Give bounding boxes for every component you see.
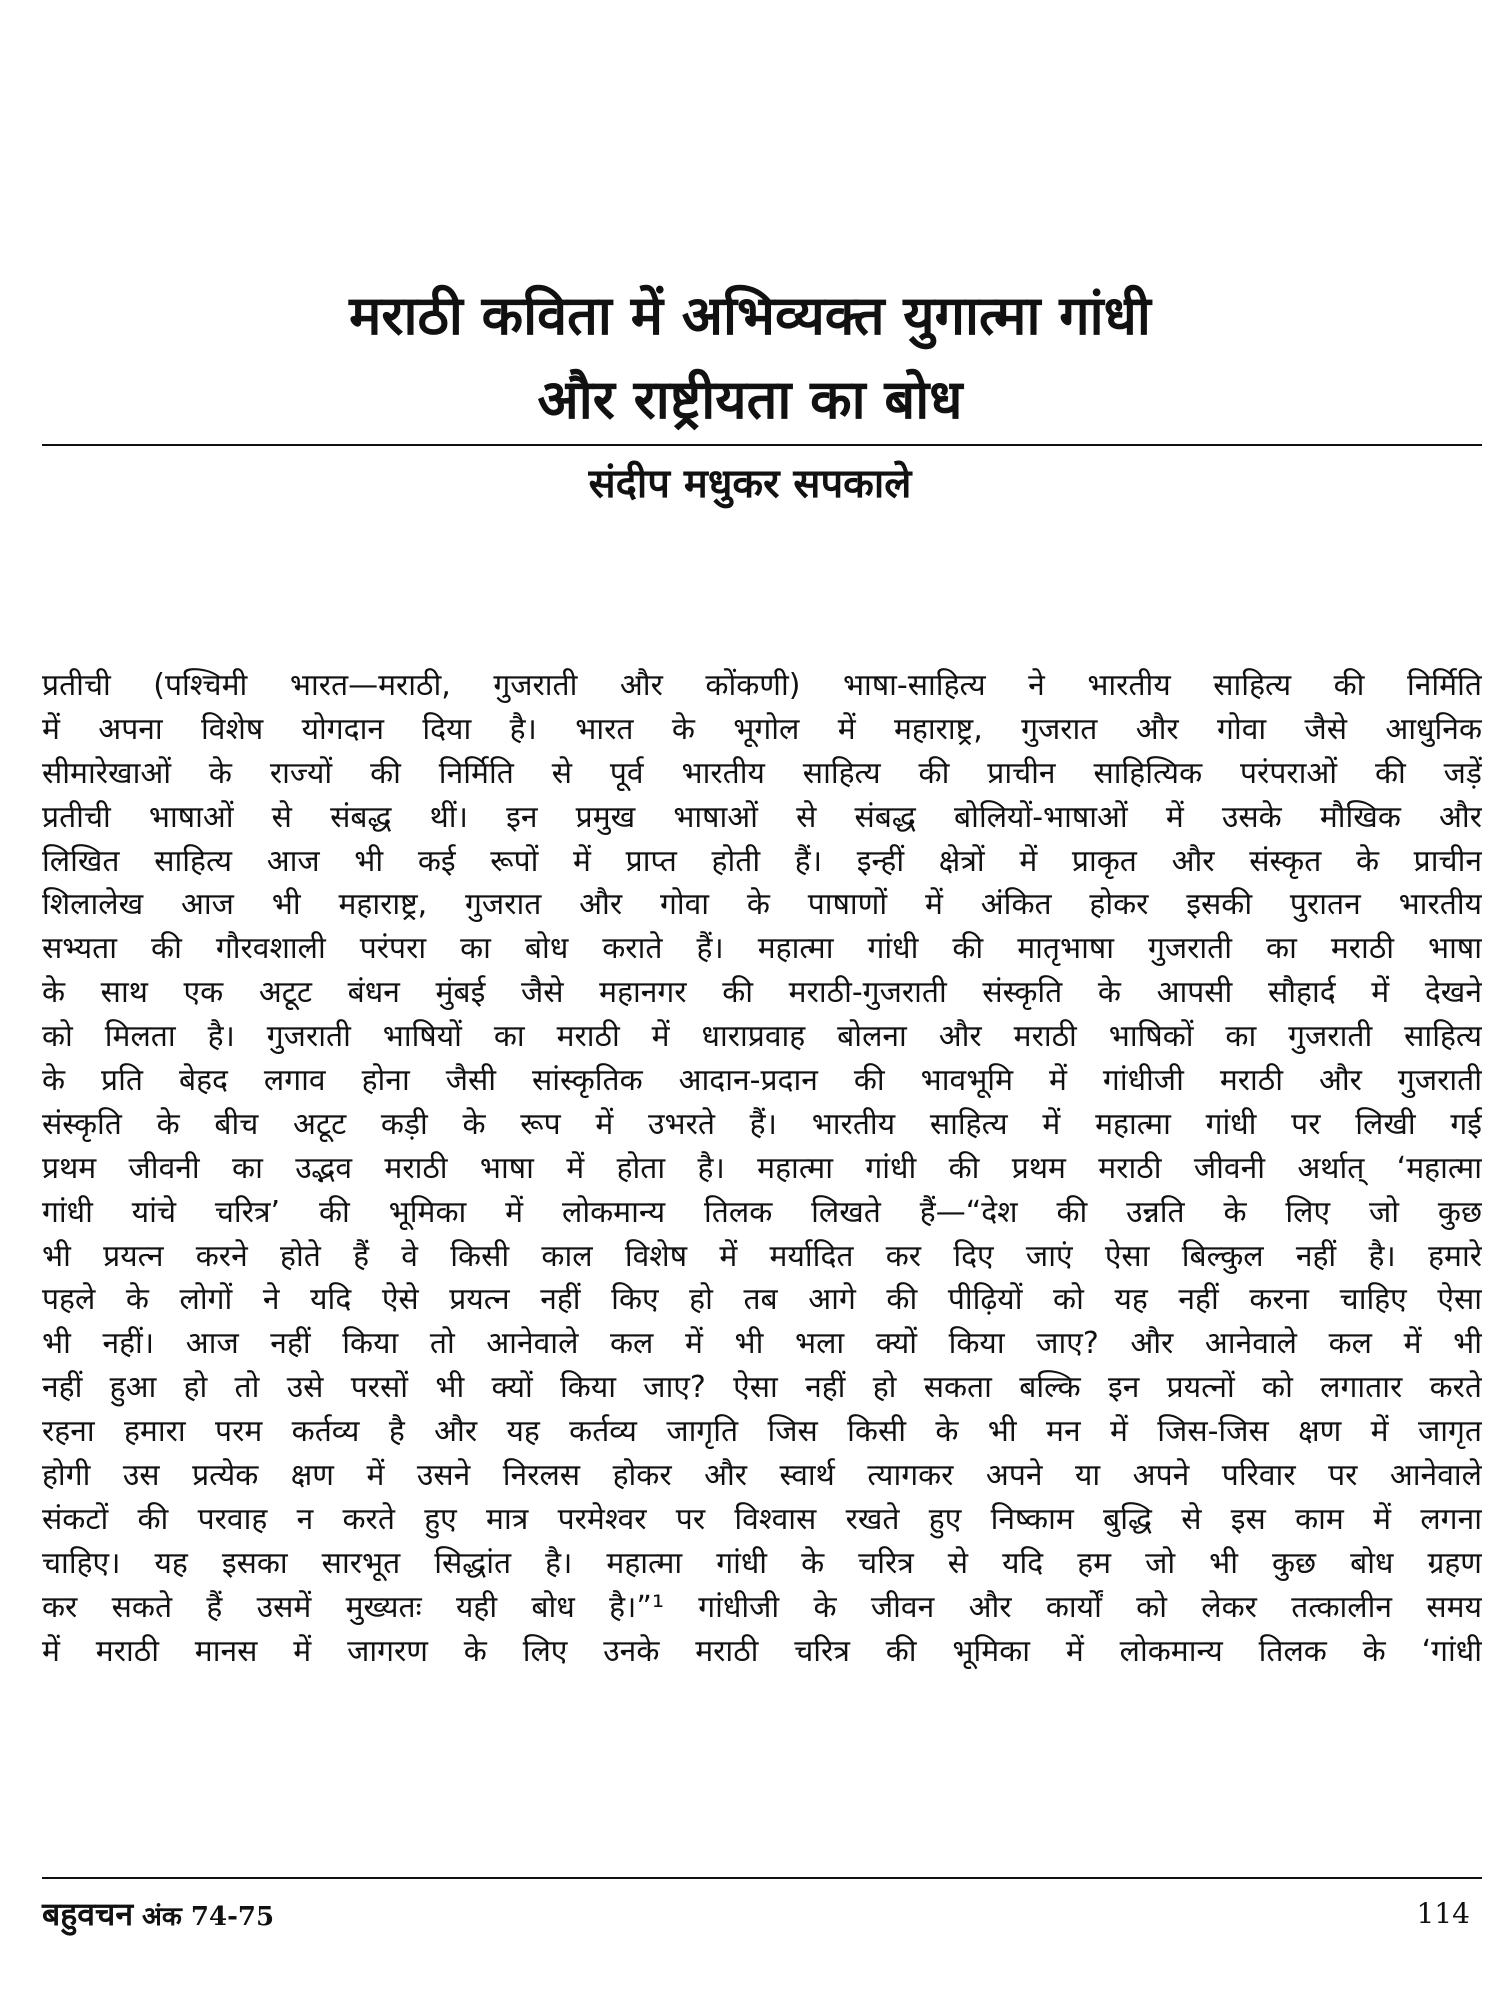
footer-divider xyxy=(42,1877,1482,1879)
journal-name: बहुवचन xyxy=(42,1895,134,1933)
title-divider xyxy=(42,444,1482,446)
body-line: सीमारेखाओं के राज्यों की निर्मिति से पूर्व भारतीय साहित्य की प्राचीन साहित्यिक परंपराओं की जड़ें xyxy=(42,755,1482,791)
body-line: भी नहीं। आज नहीं किया तो आनेवाले कल में भी भला क्यों किया जाए? और आनेवाले कल में भी xyxy=(42,1326,1482,1362)
body-line: में अपना विशेष योगदान दिया है। भारत के भूगोल में महाराष्ट्र, गुजरात और गोवा जैसे आधुनिक xyxy=(42,711,1482,747)
article-title-line-2: और राष्ट्रीयता का बोध xyxy=(537,368,963,431)
body-line: में मराठी मानस में जागरण के लिए उनके मराठी चरित्र की भूमिका में लोकमान्य तिलक के ‘गांधी xyxy=(42,1633,1482,1669)
body-line: प्रथम जीवनी का उद्भव मराठी भाषा में होता है। महात्मा गांधी की प्रथम मराठी जीवनी अर्थात् ‘महात्मा xyxy=(42,1150,1482,1186)
page-number: 114 xyxy=(1416,1897,1470,1930)
article-body xyxy=(42,664,1482,1673)
body-line: रहना हमारा परम कर्तव्य है और यह कर्तव्य जागृति जिस किसी के भी मन में जिस-जिस क्षण में जागृत xyxy=(42,1414,1482,1450)
body-line: होगी उस प्रत्येक क्षण में उसने निरलस होकर और स्वार्थ त्यागकर अपने या अपने परिवार पर आनेवाले xyxy=(42,1458,1482,1494)
body-line: के साथ एक अटूट बंधन मुंबई जैसे महानगर की मराठी-गुजराती संस्कृति के आपसी सौहार्द में देखने xyxy=(42,975,1482,1011)
body-line: चाहिए। यह इसका सारभूत सिद्धांत है। महात्मा गांधी के चरित्र से यदि हम जो भी कुछ बोध ग्रहण xyxy=(42,1545,1482,1581)
body-line: सभ्यता की गौरवशाली परंपरा का बोध कराते हैं। महात्मा गांधी की मातृभाषा गुजराती का मराठी भाषा xyxy=(42,931,1482,967)
body-line: नहीं हुआ हो तो उसे परसों भी क्यों किया जाए? ऐसा नहीं हो सकता बल्कि इन प्रयत्नों को लगातार करते xyxy=(42,1370,1482,1406)
body-line: गांधी यांचे चरित्र’ की भूमिका में लोकमान्य तिलक लिखते हैं—“देश की उन्नति के लिए जो कुछ xyxy=(42,1194,1482,1230)
body-line: शिलालेख आज भी महाराष्ट्र, गुजरात और गोवा के पाषाणों में अंकित होकर इसकी पुरातन भारतीय xyxy=(42,887,1482,923)
body-line: प्रतीची (पश्चिमी भारत—मराठी, गुजराती और कोंकणी) भाषा-साहित्य ने भारतीय साहित्य की निर्मिति xyxy=(42,668,1482,703)
body-line: भी प्रयत्न करने होते हैं वे किसी काल विशेष में मर्यादित कर दिए जाएं ऐसा बिल्कुल नहीं है। हमारे xyxy=(42,1238,1482,1274)
author-name: संदीप मधुकर सपकाले xyxy=(588,461,912,507)
journal-reference xyxy=(42,1892,274,1939)
body-line: लिखित साहित्य आज भी कई रूपों में प्राप्त होती हैं। इन्हीं क्षेत्रों में प्राकृत और संस्कृत के प्राचीन xyxy=(42,843,1482,879)
body-line: पहले के लोगों ने यदि ऐसे प्रयत्न नहीं किए हो तब आगे की पीढ़ियों को यह नहीं करना चाहिए ऐसा xyxy=(42,1282,1482,1318)
issue-number: अंक 74-75 xyxy=(142,1902,275,1932)
body-line: संस्कृति के बीच अटूट कड़ी के रूप में उभरते हैं। भारतीय साहित्य में महात्मा गांधी पर लिखी गई xyxy=(42,1106,1482,1142)
body-line: कर सकते हैं उसमें मुख्यतः यही बोध है।”¹ गांधीजी के जीवन और कार्यों को लेकर तत्कालीन समय xyxy=(42,1589,1482,1625)
body-line: संकटों की परवाह न करते हुए मात्र परमेश्वर पर विश्वास रखते हुए निष्काम बुद्धि से इस काम में लगना xyxy=(42,1501,1482,1537)
body-line: को मिलता है। गुजराती भाषियों का मराठी में धाराप्रवाह बोलना और मराठी भाषिकों का गुजराती साहित्य xyxy=(42,1019,1482,1055)
body-line: प्रतीची भाषाओं से संबद्ध थीं। इन प्रमुख भाषाओं से संबद्ध बोलियों-भाषाओं में उसके मौखिक और xyxy=(42,799,1482,835)
body-line: के प्रति बेहद लगाव होना जैसी सांस्कृतिक आदान-प्रदान की भावभूमि में गांधीजी मराठी और गुजराती xyxy=(42,1063,1482,1099)
article-title-line-1: मराठी कविता में अभिव्यक्त युगात्मा गांधी xyxy=(349,284,1151,347)
